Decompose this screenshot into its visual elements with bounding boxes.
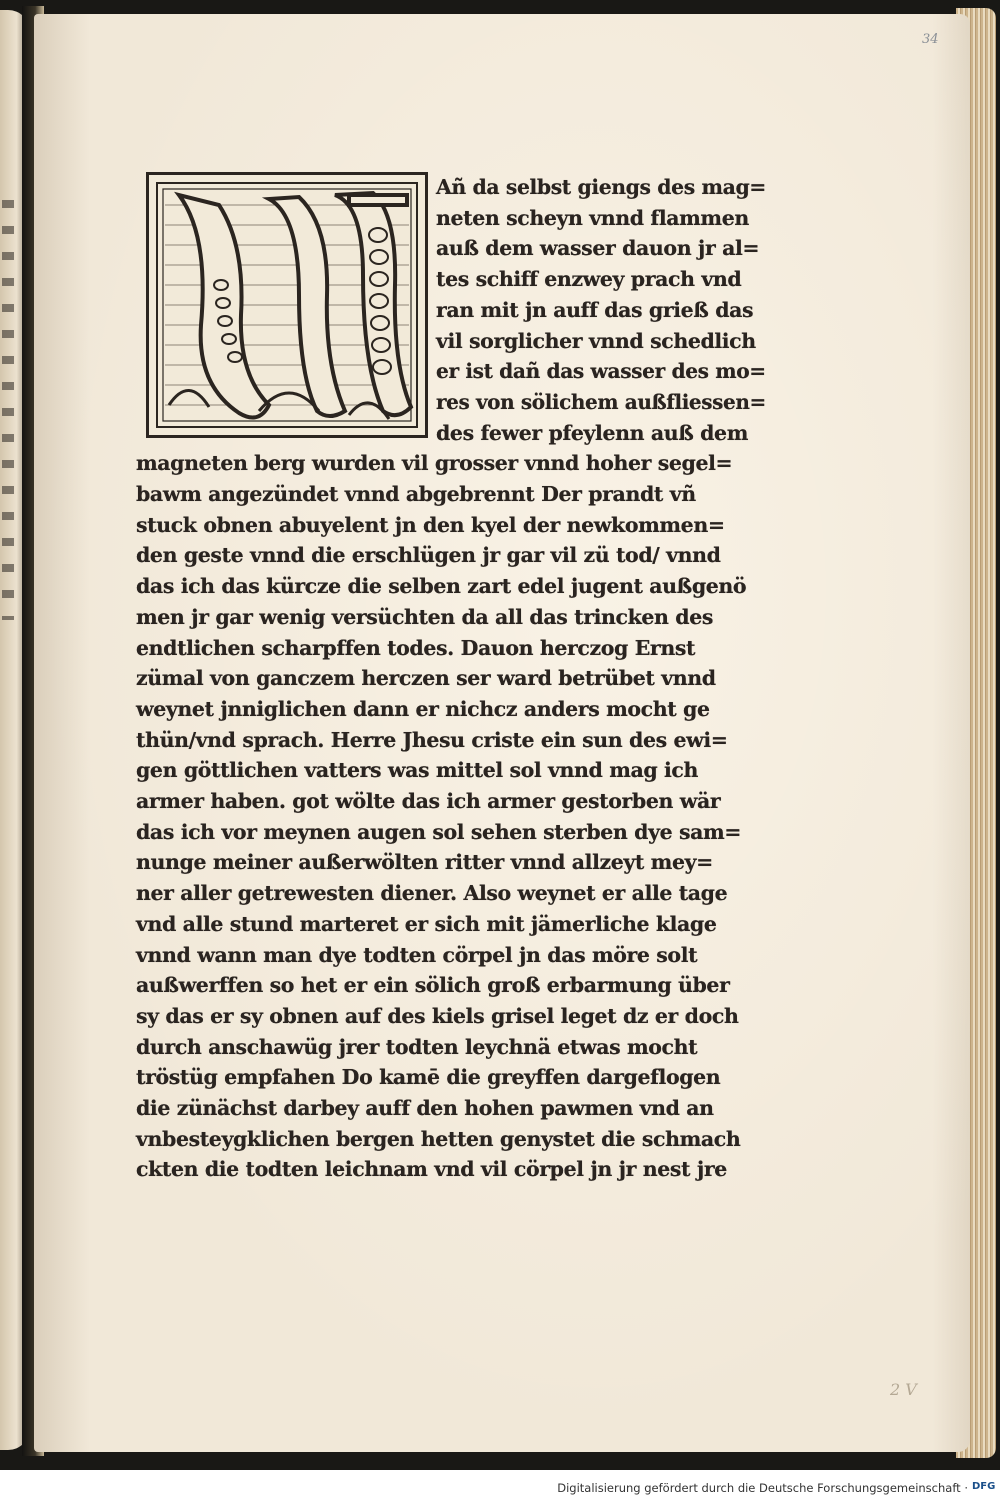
text-line: das ich das kürcze die selben zart edel jugent außgenö [136, 574, 747, 599]
text-line: thün/vnd sprach. Herre Jhesu criste ein sun des ewi= [136, 727, 728, 752]
text-line: ran mit jn auff das grieß das [436, 297, 754, 322]
text-line: durch anschawüg jrer todten leychnä etwas mocht [136, 1034, 698, 1059]
text-line: vnnd wann man dye todten cörpel jn das möre solt [136, 942, 698, 967]
text-line: stuck obnen abuyelent jn den kyel der newkommen= [136, 512, 725, 537]
text-line: außwerffen so het er ein sölich groß erbarmung über [136, 973, 730, 998]
dfg-logo: DFG [972, 1481, 996, 1492]
text-line: magneten berg wurden vil grosser vnnd hoher segel= [136, 451, 733, 476]
text-line: ner aller getrewesten diener. Also weynet er alle tage [136, 881, 728, 906]
text-line: vil sorglicher vnnd schedlich [436, 328, 756, 353]
facing-page-text-edge [2, 200, 14, 620]
text-line: men jr gar wenig versüchten da all das trincken des [136, 604, 713, 629]
text-line: weynet jnniglichen dann er nichcz anders mocht ge [136, 696, 710, 721]
folio-number: 34 [922, 32, 939, 47]
woodcut-initial [146, 172, 428, 438]
text-line: res von sölichem außfliessen= [436, 389, 766, 414]
text-line: ckten die todten leichnam vnd vil cörpel jn jr nest jre [136, 1157, 727, 1182]
text-line: die zünächst darbey auff den hohen pawmen vnd an [136, 1096, 714, 1120]
text-line: nunge meiner außerwölten ritter vnnd allzeyt mey= [136, 850, 713, 875]
text-line: den geste vnnd die erschlügen jr gar vil zü tod/ vnnd [136, 543, 721, 568]
text-line: neten schеyn vnnd flammen [436, 205, 749, 230]
footer-bar [0, 1470, 1000, 1504]
margin-note: 2 V [890, 1380, 917, 1399]
text-line: auß dem wasser dauon jr al= [436, 236, 760, 261]
text-line: sy das er sy obnen auf des kiels grisel leget dz er doch [136, 1003, 739, 1028]
text-line: tröstüg empfahen Do kamē die greyffen dargeflogen [136, 1065, 721, 1090]
text-line: endtlichen scharpffen todes. Dauon herczog Ernst [136, 635, 696, 660]
text-line: das ich vor meynen augen sol sehen sterben dye sam= [136, 819, 742, 844]
text-line: des fewer pfeylenn auß dem [436, 420, 748, 445]
text-line: tes schiff enzwey prach vnd [436, 267, 742, 292]
footer-credit: Digitalisierung gefördert durch die Deutsche Forschungsgemeinschaft · [557, 1481, 968, 1495]
text-line: bawm angezündet vnnd abgebrennt Der prandt vñ [136, 482, 696, 506]
text-line: zümal von ganczem herczen ser ward betrübet vnnd [136, 666, 716, 691]
text-line: armer haben. got wölte das ich armer gestorben wär [136, 789, 721, 813]
text-line: vnbesteygklichen bergen hetten genystet die schmach [136, 1126, 741, 1151]
text-line: er ist dañ das wasser des mo= [436, 359, 766, 384]
initial-w-drawing [149, 175, 425, 435]
text-line: vnd alle stund marteret er sich mit jämerliche klage [136, 911, 717, 936]
text-line: Añ da selbst giengs des mag= [436, 175, 766, 199]
text-line: gen göttlichen vatters was mittel sol vnnd mag ich [136, 758, 699, 783]
